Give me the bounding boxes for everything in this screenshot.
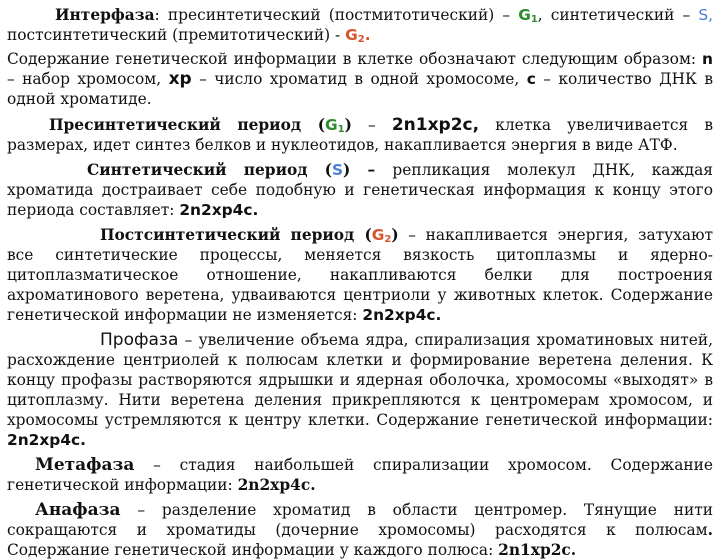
- prophase-text: – увеличение объема ядра, спирализация хроматиновых нитей, расхождение центриолей к полюсам клетки и формирование веретена деления. К концу профазы растворяются ядрышки и ядерная оболочка, хромосомы «выходят» в цитоплазму. Нити веретена деления прикрепляются к центромерам хромосом, и хромосомы устремляются к центру клетки. Содержание генетической информации:: [7, 331, 713, 429]
- presynthetic-dash: –: [351, 116, 392, 134]
- presynthetic-text: клетка увеличивается в размерах, идет синтез белков и нуклеотидов, накапливается энергия в виде АТФ.: [7, 116, 713, 154]
- xp-symbol: хр: [168, 69, 192, 89]
- anaphase-paragraph: [7, 500, 713, 560]
- content-intro-text-4: – количество ДНК в одной хроматиде.: [7, 70, 713, 108]
- interphase-text-3: постсинтетический (премитотический) -: [7, 26, 346, 44]
- anaphase-text-1: – разделение хроматид в области центромер. Тянущие нити сокращаются и хроматиды (дочерние хромосомы) расходятся к полюсам: [7, 501, 713, 539]
- synthetic-close: ): [343, 161, 351, 179]
- interphase-term: Интерфаза: [55, 6, 155, 24]
- postsynthetic-text: – накапливается энергия, затухают все синтетические процессы, меняется вязкость цитоплазмы и ядерно-цитоплазматическое отношение, накапливаются белки для построения ахроматинового веретена, удваиваются центриоли у животных клеток. Содержание генетической информации не изменяется:: [7, 226, 714, 324]
- postsynthetic-formula: 2n2xp4c.: [362, 306, 442, 324]
- interphase-paragraph: [7, 5, 713, 45]
- g2-label: $G_2$.: [345, 26, 371, 45]
- anaphase-formula: 2n1xp2c.: [498, 541, 577, 559]
- postsynthetic-g2-label: $G_2$: [371, 226, 392, 245]
- presynthetic-close: ): [344, 116, 352, 134]
- content-intro-text-2: – набор хромосом,: [7, 70, 169, 88]
- content-intro-paragraph: [7, 49, 713, 109]
- anaphase-dot: .: [707, 521, 713, 539]
- prophase-formula: 2n2xp4c.: [7, 431, 86, 449]
- presynthetic-paragraph: [7, 115, 713, 155]
- anaphase-text-2: Содержание генетической информации у каждого полюса:: [7, 541, 499, 559]
- c-symbol: с: [526, 70, 536, 88]
- metaphase-title: Метафаза: [35, 455, 135, 475]
- interphase-text-1: : пресинтетический (постмитотический) –: [154, 6, 519, 24]
- synthetic-dash: –: [350, 161, 393, 179]
- postsynthetic-paragraph: [7, 225, 713, 325]
- synthetic-s-label: S: [331, 161, 344, 179]
- synthetic-formula: 2n2xp4c.: [179, 201, 259, 219]
- content-intro-text-1: Содержание генетической информации в клетке обозначают следующим образом:: [7, 50, 703, 68]
- presynthetic-formula: 2n1xp2c,: [391, 115, 480, 135]
- n-symbol: n: [702, 50, 713, 68]
- anaphase-title: Анафаза: [35, 500, 121, 520]
- synthetic-text: репликация молекул ДНК, каждая хроматида достраивает себе подобную и генетическая информация к концу этого периода составляет:: [7, 161, 714, 219]
- prophase-paragraph: [7, 330, 713, 450]
- postsynthetic-title: Постсинтетический период (: [100, 226, 372, 244]
- prophase-title: Профаза: [100, 330, 179, 350]
- s-label: S,: [698, 6, 713, 24]
- metaphase-text: – стадия наибольшей спирализации хромосом. Содержание генетической информации:: [7, 456, 713, 494]
- presynthetic-g1-label: $G_1$: [325, 116, 345, 135]
- metaphase-paragraph: [7, 455, 713, 495]
- metaphase-formula: 2n2xp4c.: [237, 476, 316, 494]
- g1-label: $G_1$: [518, 6, 538, 25]
- interphase-text-2: , синтетический –: [537, 6, 699, 24]
- synthetic-paragraph: [7, 160, 713, 220]
- presynthetic-title: Пресинтетический период (: [49, 116, 325, 134]
- postsynthetic-close: ): [391, 226, 399, 244]
- synthetic-title: Синтетический период (: [87, 161, 332, 179]
- content-intro-text-3: – число хроматид в одной хромосоме,: [191, 70, 527, 88]
